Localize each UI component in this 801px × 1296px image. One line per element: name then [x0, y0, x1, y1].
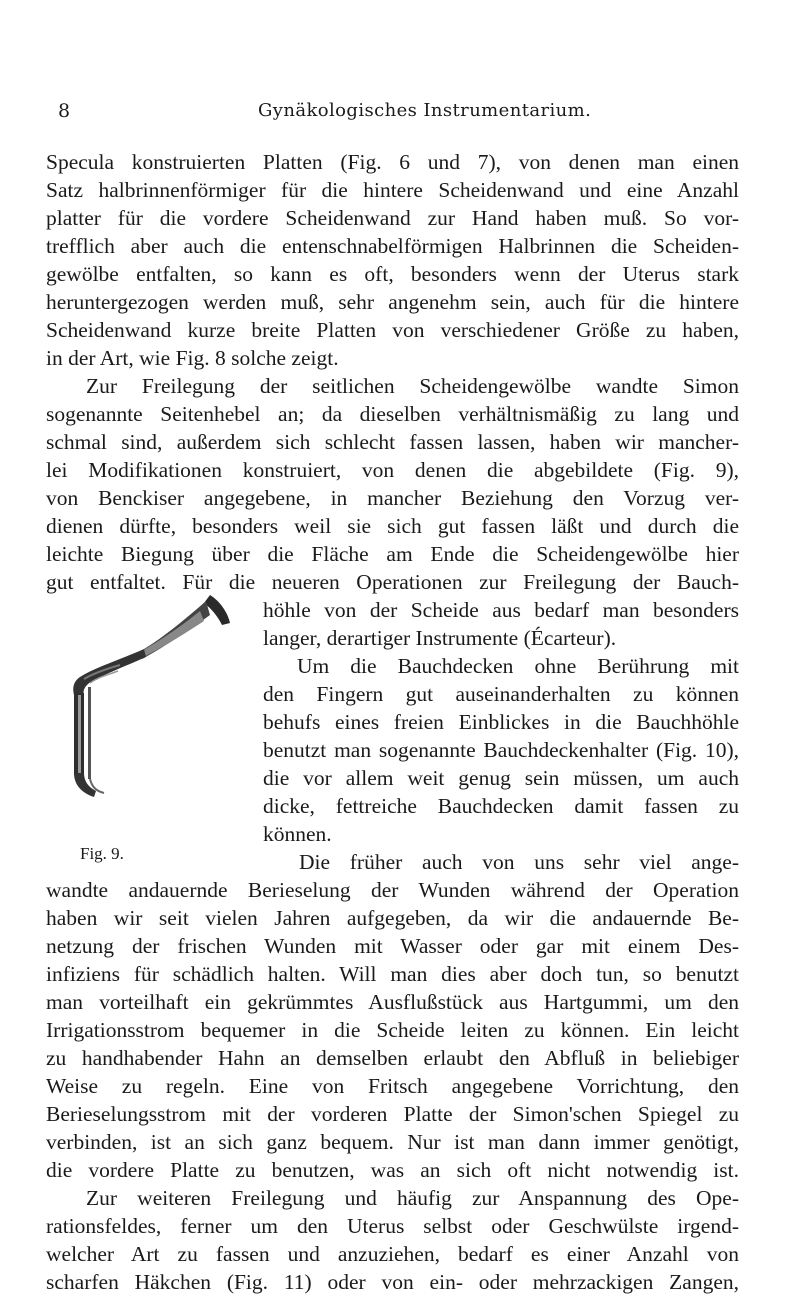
text-line: wandte andauernde Berieselung der Wunden während der Operation: [46, 878, 739, 902]
text-line: rationsfeldes, ferner um den Uterus selbst oder Geschwülste irgend-: [46, 1214, 739, 1238]
text-line: lei Modifikationen konstruiert, von denen die abgebildete (Fig. 9),: [46, 458, 739, 482]
text-line: platter für die vordere Scheidenwand zur Hand haben muß. So vor-: [46, 206, 739, 230]
text-line: Berieselungsstrom mit der vorderen Platte der Simon'schen Spiegel zu: [46, 1102, 739, 1126]
text-line: infiziens für schädlich halten. Will man dies aber doch tun, so benutzt: [46, 962, 739, 986]
text-line: heruntergezogen werden muß, sehr angenehm sein, auch für die hintere: [46, 290, 739, 314]
text-line: gut entfaltet. Für die neueren Operationen zur Freilegung der Bauch-: [46, 570, 739, 594]
figure-9: [60, 595, 250, 800]
text-line: benutzt man sogenannte Bauchdeckenhalter (Fig. 10),: [263, 738, 739, 762]
text-line: Irrigationsstrom bequemer in die Scheide leiten zu können. Ein leicht: [46, 1018, 739, 1042]
running-title: Gynäkologisches Instrumentarium.: [258, 100, 592, 121]
text-line: welcher Art zu fassen und anzuziehen, bedarf es einer Anzahl von: [46, 1242, 739, 1266]
text-line: man vorteilhaft ein gekrümmtes Ausflußstück aus Hartgummi, um den: [46, 990, 739, 1014]
text-line: Zur Freilegung der seitlichen Scheidengewölbe wandte Simon: [86, 374, 739, 398]
text-line: können.: [263, 822, 332, 846]
text-line: Satz halbrinnenförmiger für die hintere Scheidenwand und eine Anzahl: [46, 178, 739, 202]
text-line: trefflich aber auch die entenschnabelförmigen Halbrinnen die Scheiden-: [46, 234, 739, 258]
text-line: Specula konstruierten Platten (Fig. 6 und 7), von denen man einen: [46, 150, 739, 174]
text-line: dicke, fettreiche Bauchdecken damit fassen zu: [263, 794, 739, 818]
page-header: [58, 100, 758, 128]
text-line: dienen dürfte, besonders weil sie sich gut fassen läßt und durch die: [46, 514, 739, 538]
text-line: Zur weiteren Freilegung und häufig zur Anspannung des Ope-: [86, 1186, 739, 1210]
text-line: sogenannte Seitenhebel an; da dieselben verhältnismäßig zu lang und: [46, 402, 739, 426]
text-line: haben wir seit vielen Jahren aufgegeben, da wir die andauernde Be-: [46, 906, 739, 930]
text-line: die vor allem weit genug sein müssen, um auch: [263, 766, 739, 790]
text-line: netzung der frischen Wunden mit Wasser oder gar mit einem Des-: [46, 934, 739, 958]
text-line: behufs eines freien Einblickes in die Bauchhöhle: [263, 710, 739, 734]
text-line: langer, derartiger Instrumente (Écarteur).: [263, 626, 617, 650]
text-line: höhle von der Scheide aus bedarf man besonders: [263, 598, 739, 622]
text-line: verbinden, ist an sich ganz bequem. Nur ist man dann immer genötigt,: [46, 1130, 739, 1154]
page-number: 8: [58, 100, 71, 122]
text-line: in der Art, wie Fig. 8 solche zeigt.: [46, 346, 339, 370]
text-line: Um die Bauchdecken ohne Berührung mit: [297, 654, 739, 678]
text-line: Scheidenwand kurze breite Platten von verschiedener Größe zu haben,: [46, 318, 739, 342]
text-line: Weise zu regeln. Eine von Fritsch angegebene Vorrichtung, den: [46, 1074, 739, 1098]
text-line: zu handhabender Hahn an demselben erlaubt den Abfluß in beliebiger: [46, 1046, 739, 1070]
text-line: scharfen Häkchen (Fig. 11) oder von ein- oder mehrzackigen Zangen,: [46, 1270, 739, 1294]
text-line: gewölbe entfalten, so kann es oft, besonders wenn der Uterus stark: [46, 262, 739, 286]
figure-caption: Fig. 9.: [80, 844, 124, 863]
text-line: leichte Biegung über die Fläche am Ende die Scheidengewölbe hier: [46, 542, 739, 566]
text-line: Die früher auch von uns sehr viel ange-: [299, 850, 739, 874]
text-line: den Fingern gut auseinanderhalten zu können: [263, 682, 739, 706]
text-line: die vordere Platte zu benutzen, was an sich oft nicht notwendig ist.: [46, 1158, 739, 1182]
text-line: von Benckiser angegebene, in mancher Beziehung den Vorzug ver-: [46, 486, 739, 510]
text-line: schmal sind, außerdem sich schlecht fassen lassen, haben wir mancher-: [46, 430, 739, 454]
seitenhebel-illustration-icon: [60, 595, 250, 800]
